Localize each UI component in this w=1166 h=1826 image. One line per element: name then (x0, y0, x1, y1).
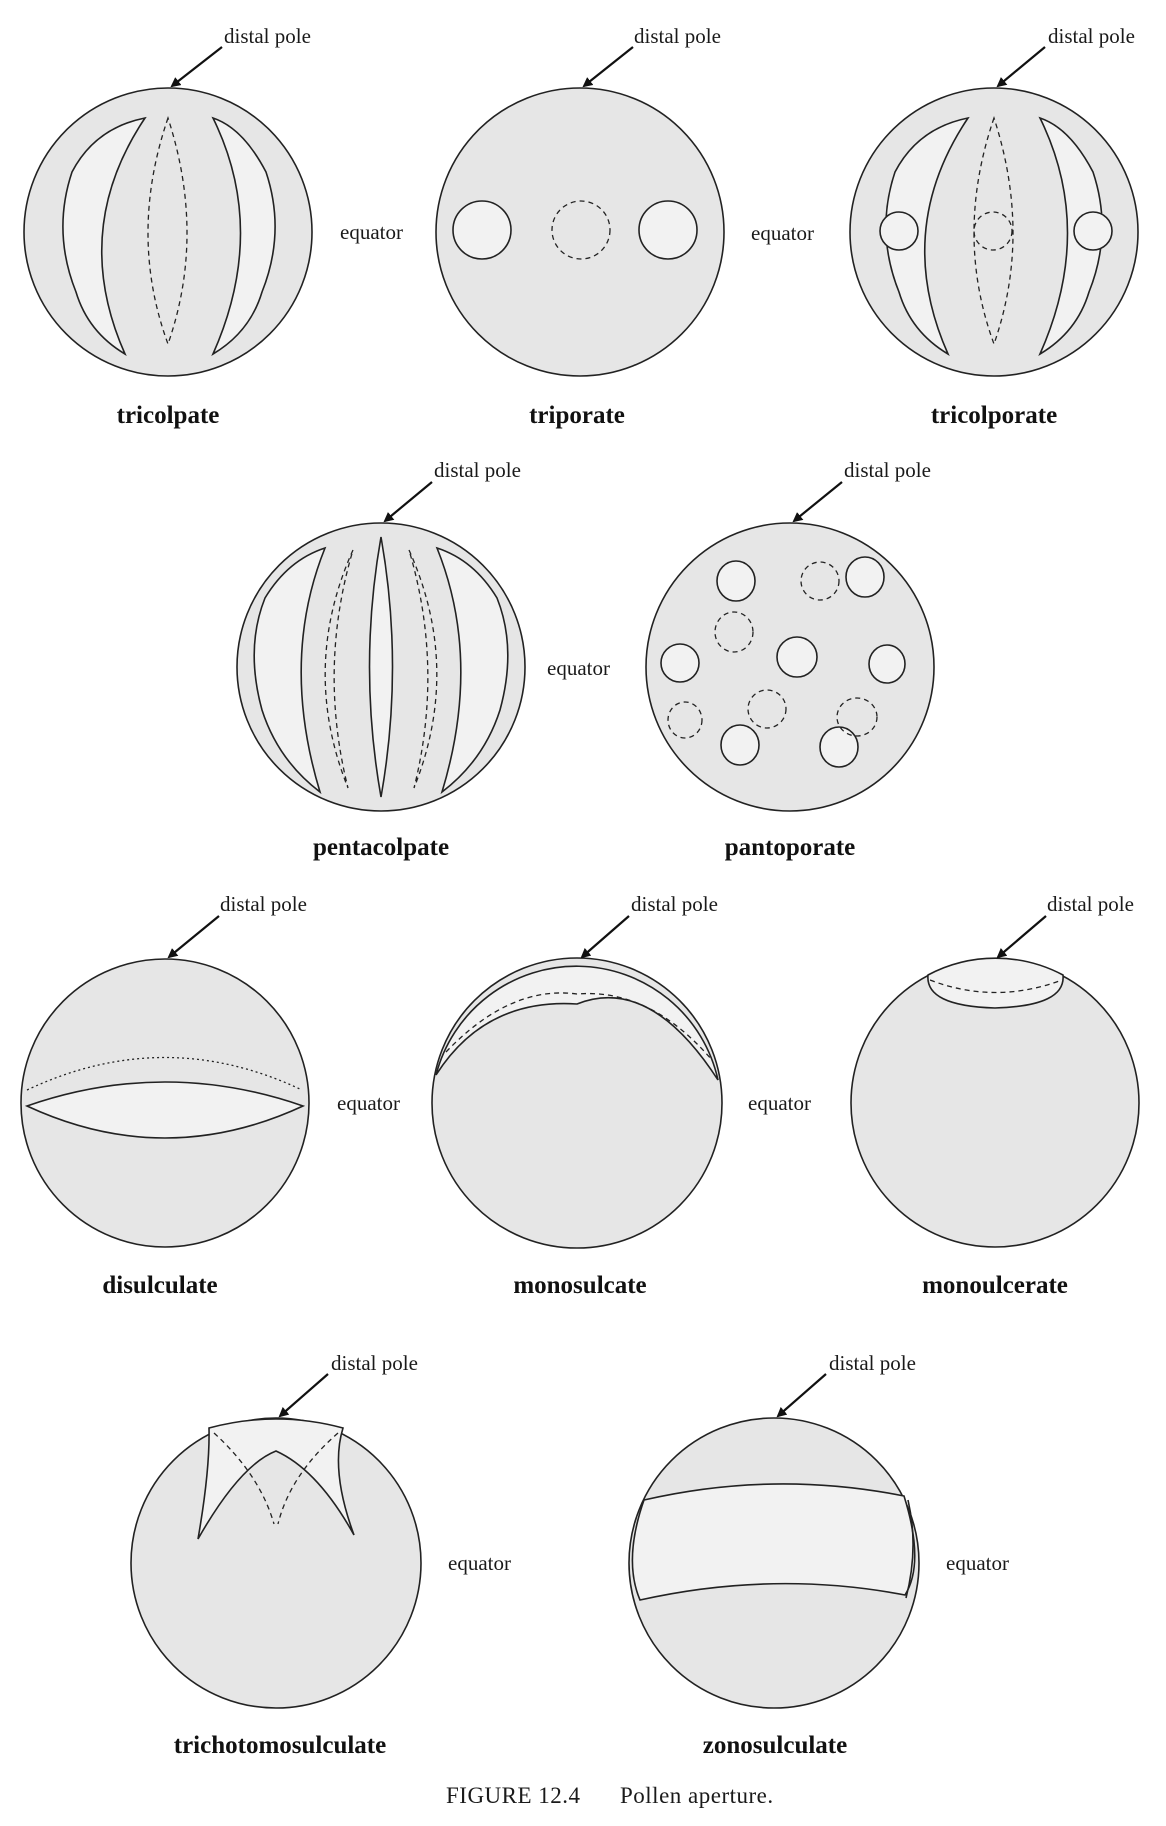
grain-name: monosulcate (513, 1272, 647, 1299)
grain-name: triporate (529, 402, 625, 429)
figure-caption (446, 1783, 774, 1808)
distal-pole-arrow (998, 916, 1046, 957)
grain-outline (131, 1418, 421, 1708)
pore (869, 645, 905, 683)
distal-pole-label: distal pole (1048, 24, 1135, 48)
distal-pole-label: distal pole (220, 892, 307, 916)
grain-zonosulculate (629, 1351, 1009, 1759)
pore (661, 644, 699, 682)
grain-tricolpate (24, 24, 403, 429)
distal-pole-label: distal pole (1047, 892, 1134, 916)
distal-pole-arrow (172, 47, 222, 86)
pore-left (453, 201, 511, 259)
zonosulculus (632, 1484, 914, 1600)
distal-pole-label: distal pole (631, 892, 718, 916)
grain-monoulcerate (851, 892, 1139, 1299)
distal-pole-arrow (385, 482, 432, 521)
distal-pole-label: distal pole (844, 458, 931, 482)
grain-name: tricolporate (930, 402, 1058, 429)
distal-pole-label: distal pole (224, 24, 311, 48)
pore (777, 637, 817, 677)
grain-triporate (436, 24, 814, 429)
distal-pole-arrow (778, 1374, 826, 1416)
equator-label: equator (448, 1551, 511, 1575)
figure-number: FIGURE 12.4 (446, 1783, 581, 1808)
distal-pole-arrow (280, 1374, 328, 1416)
grain-name: pantoporate (724, 834, 856, 861)
grain-trichotomosulculate (131, 1351, 511, 1759)
figure-title: Pollen aperture. (620, 1783, 774, 1808)
pore (820, 727, 858, 767)
pore-right (639, 201, 697, 259)
grain-pantoporate (646, 458, 934, 861)
equator-label: equator (547, 656, 610, 680)
pore (717, 561, 755, 601)
grain-name: monoulcerate (922, 1272, 1068, 1299)
pore-right (1074, 212, 1112, 250)
grain-disulculate (21, 892, 400, 1299)
distal-pole-arrow (582, 916, 629, 957)
distal-pole-label: distal pole (634, 24, 721, 48)
pore (846, 557, 884, 597)
grain-name: trichotomosulculate (173, 1732, 387, 1759)
distal-pole-arrow (169, 916, 219, 957)
distal-pole-label: distal pole (331, 1351, 418, 1375)
pore-left (880, 212, 918, 250)
equator-label: equator (946, 1551, 1009, 1575)
ulcus (928, 958, 1063, 1008)
grain-name: disulculate (102, 1272, 218, 1299)
grain-tricolporate (850, 24, 1138, 429)
distal-pole-label: distal pole (434, 458, 521, 482)
distal-pole-arrow (998, 47, 1045, 86)
equator-label: equator (340, 220, 403, 244)
equator-label: equator (751, 221, 814, 245)
grain-name: zonosulculate (702, 1732, 848, 1759)
distal-pole-arrow (794, 482, 842, 521)
equator-label: equator (748, 1091, 811, 1115)
pore (721, 725, 759, 765)
grain-name: pentacolpate (312, 834, 450, 861)
distal-pole-label: distal pole (829, 1351, 916, 1375)
distal-pole-arrow (584, 47, 633, 86)
grain-pentacolpate (237, 458, 610, 861)
grain-monosulcate (432, 892, 811, 1299)
grain-name: tricolpate (116, 402, 220, 429)
equator-label: equator (337, 1091, 400, 1115)
